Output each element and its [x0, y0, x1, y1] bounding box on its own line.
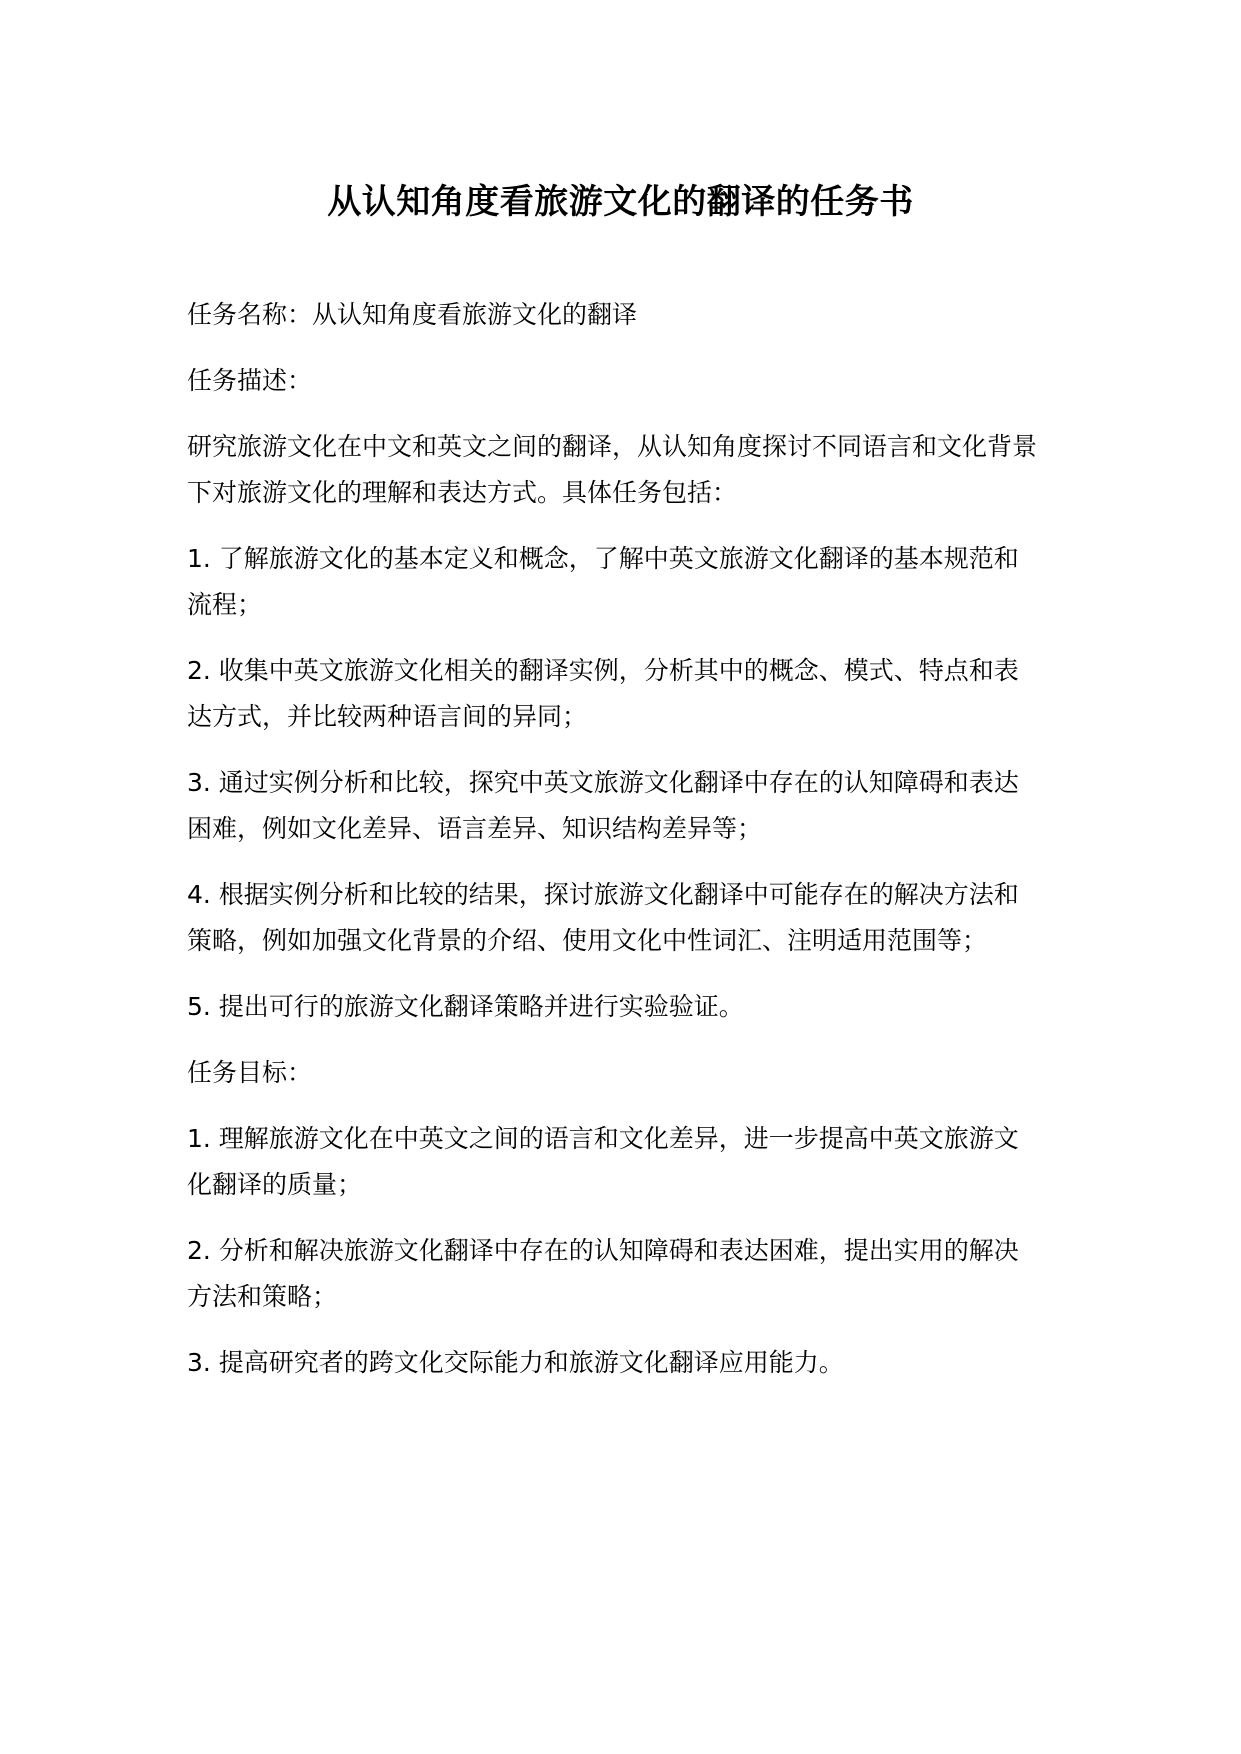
document-title: 从认知角度看旅游文化的翻译的任务书 — [327, 182, 914, 222]
task-item-2: 2. 收集中英文旅游文化相关的翻译实例，分析其中的概念、模式、特点和表达方式，并比较两种语言间的异同； — [187, 656, 1019, 731]
goal-item-1: 1. 理解旅游文化在中英文之间的语言和文化差异，进一步提高中英文旅游文化翻译的质量； — [187, 1124, 1019, 1199]
task-item-5: 5. 提出可行的旅游文化翻译策略并进行实验验证。 — [187, 992, 744, 1021]
description-heading: 任务描述： — [187, 366, 313, 395]
task-name: 任务名称：从认知角度看旅游文化的翻译 — [187, 300, 638, 329]
document-body — [187, 292, 1037, 1406]
task-item-3: 3. 通过实例分析和比较，探究中英文旅游文化翻译中存在的认知障碍和表达困难，例如文化差异、语言差异、知识结构差异等； — [187, 768, 1019, 843]
task-item-4: 4. 根据实例分析和比较的结果，探讨旅游文化翻译中可能存在的解决方法和策略，例如加强文化背景的介绍、使用文化中性词汇、注明适用范围等； — [187, 880, 1019, 955]
goal-item-3: 3. 提高研究者的跨文化交际能力和旅游文化翻译应用能力。 — [187, 1348, 844, 1377]
description-intro: 研究旅游文化在中文和英文之间的翻译，从认知角度探讨不同语言和文化背景下对旅游文化的理解和表达方式。具体任务包括： — [187, 432, 1038, 507]
task-item-1: 1. 了解旅游文化的基本定义和概念，了解中英文旅游文化翻译的基本规范和流程； — [187, 544, 1019, 619]
goals-heading: 任务目标： — [187, 1058, 313, 1087]
goal-item-2: 2. 分析和解决旅游文化翻译中存在的认知障碍和表达困难，提出实用的解决方法和策略； — [187, 1236, 1019, 1311]
